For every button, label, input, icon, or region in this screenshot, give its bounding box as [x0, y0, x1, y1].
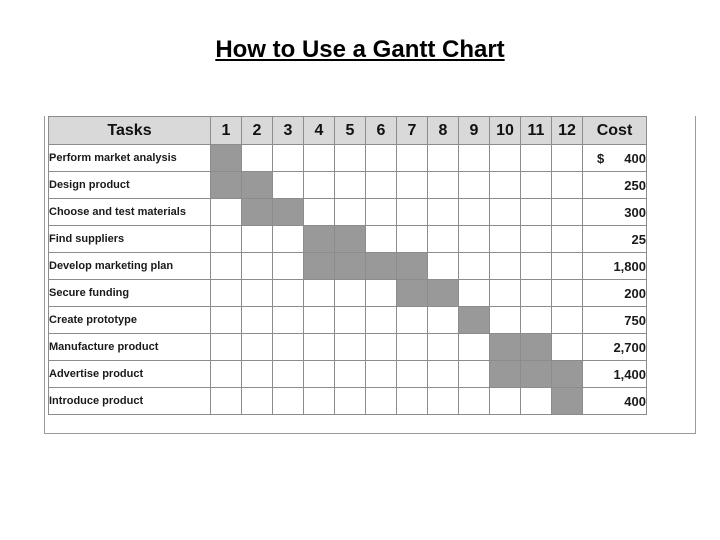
gantt-empty-cell — [273, 334, 304, 361]
tasks-header: Tasks — [49, 117, 211, 145]
gantt-empty-cell — [242, 388, 273, 415]
gantt-empty-cell — [304, 334, 335, 361]
gantt-empty-cell — [521, 388, 552, 415]
gantt-empty-cell — [304, 145, 335, 172]
period-header: 6 — [366, 117, 397, 145]
gantt-empty-cell — [242, 226, 273, 253]
task-row — [49, 361, 647, 388]
gantt-empty-cell — [211, 361, 242, 388]
gantt-empty-cell — [273, 172, 304, 199]
cost-value — [583, 307, 647, 334]
task-label: Create prototype — [49, 307, 211, 334]
gantt-empty-cell — [366, 388, 397, 415]
gantt-empty-cell — [397, 145, 428, 172]
period-header: 8 — [428, 117, 459, 145]
gantt-empty-cell — [428, 307, 459, 334]
gantt-empty-cell — [273, 226, 304, 253]
cost-value — [583, 388, 647, 415]
cost-amount: 1,800 — [613, 258, 646, 274]
gantt-empty-cell — [552, 334, 583, 361]
gantt-empty-cell — [397, 334, 428, 361]
gantt-empty-cell — [397, 226, 428, 253]
cost-value — [583, 280, 647, 307]
task-row — [49, 334, 647, 361]
gantt-empty-cell — [428, 334, 459, 361]
gantt-empty-cell — [211, 253, 242, 280]
gantt-empty-cell — [552, 172, 583, 199]
cost-value — [583, 199, 647, 226]
gantt-bar-cell — [552, 388, 583, 415]
gantt-empty-cell — [366, 307, 397, 334]
task-row — [49, 172, 647, 199]
gantt-empty-cell — [521, 280, 552, 307]
gantt-empty-cell — [459, 361, 490, 388]
task-label: Perform market analysis — [49, 145, 211, 172]
period-header: 2 — [242, 117, 273, 145]
gantt-empty-cell — [397, 199, 428, 226]
cost-value — [583, 172, 647, 199]
gantt-bar-cell — [521, 361, 552, 388]
task-row — [49, 388, 647, 415]
gantt-empty-cell — [366, 280, 397, 307]
gantt-empty-cell — [366, 172, 397, 199]
gantt-empty-cell — [304, 361, 335, 388]
gantt-bar-cell — [304, 253, 335, 280]
gantt-empty-cell — [521, 253, 552, 280]
gantt-empty-cell — [459, 253, 490, 280]
task-label: Design product — [49, 172, 211, 199]
gantt-empty-cell — [366, 226, 397, 253]
gantt-empty-cell — [335, 361, 366, 388]
gantt-empty-cell — [428, 253, 459, 280]
period-header: 12 — [552, 117, 583, 145]
gantt-bar-cell — [397, 280, 428, 307]
period-header: 4 — [304, 117, 335, 145]
gantt-empty-cell — [521, 172, 552, 199]
gantt-bar-cell — [490, 361, 521, 388]
task-label: Manufacture product — [49, 334, 211, 361]
task-label: Advertise product — [49, 361, 211, 388]
period-header: 5 — [335, 117, 366, 145]
gantt-table — [48, 116, 647, 415]
gantt-bar-cell — [304, 226, 335, 253]
cost-value — [583, 253, 647, 280]
gantt-empty-cell — [397, 307, 428, 334]
gantt-empty-cell — [211, 334, 242, 361]
gantt-empty-cell — [459, 334, 490, 361]
gantt-body — [49, 145, 647, 415]
gantt-empty-cell — [273, 307, 304, 334]
gantt-empty-cell — [459, 172, 490, 199]
gantt-empty-cell — [552, 226, 583, 253]
gantt-empty-cell — [304, 199, 335, 226]
gantt-bar-cell — [211, 172, 242, 199]
gantt-empty-cell — [273, 280, 304, 307]
gantt-bar-cell — [521, 334, 552, 361]
gantt-empty-cell — [335, 280, 366, 307]
cost-header: Cost — [583, 117, 647, 145]
gantt-empty-cell — [242, 145, 273, 172]
gantt-empty-cell — [459, 199, 490, 226]
cost-amount: 300 — [624, 204, 646, 220]
task-row — [49, 199, 647, 226]
gantt-empty-cell — [335, 199, 366, 226]
gantt-empty-cell — [459, 145, 490, 172]
gantt-empty-cell — [366, 145, 397, 172]
gantt-empty-cell — [490, 280, 521, 307]
gantt-bar-cell — [428, 280, 459, 307]
period-header: 1 — [211, 117, 242, 145]
gantt-empty-cell — [428, 226, 459, 253]
period-header: 7 — [397, 117, 428, 145]
gantt-bar-cell — [335, 226, 366, 253]
cost-amount: 25 — [631, 231, 646, 247]
task-label: Develop marketing plan — [49, 253, 211, 280]
cost-amount: 400 — [624, 150, 646, 166]
gantt-empty-cell — [273, 145, 304, 172]
gantt-empty-cell — [490, 253, 521, 280]
gantt-empty-cell — [211, 307, 242, 334]
gantt-empty-cell — [428, 172, 459, 199]
gantt-bar-cell — [366, 253, 397, 280]
gantt-empty-cell — [335, 145, 366, 172]
gantt-bar-cell — [211, 145, 242, 172]
gantt-empty-cell — [273, 361, 304, 388]
task-row — [49, 280, 647, 307]
slide-title: How to Use a Gantt Chart — [215, 36, 505, 63]
header-row — [49, 117, 647, 145]
gantt-empty-cell — [273, 253, 304, 280]
task-label: Choose and test materials — [49, 199, 211, 226]
gantt-empty-cell — [490, 388, 521, 415]
gantt-bar-cell — [335, 253, 366, 280]
gantt-empty-cell — [490, 307, 521, 334]
gantt-empty-cell — [242, 334, 273, 361]
cost-amount: 250 — [624, 177, 646, 193]
gantt-empty-cell — [490, 226, 521, 253]
gantt-empty-cell — [490, 172, 521, 199]
gantt-bar-cell — [490, 334, 521, 361]
cost-amount: 2,700 — [613, 339, 646, 355]
gantt-empty-cell — [242, 253, 273, 280]
gantt-empty-cell — [521, 307, 552, 334]
gantt-empty-cell — [366, 199, 397, 226]
gantt-empty-cell — [428, 388, 459, 415]
gantt-empty-cell — [397, 361, 428, 388]
period-header: 11 — [521, 117, 552, 145]
gantt-empty-cell — [366, 361, 397, 388]
gantt-empty-cell — [304, 388, 335, 415]
gantt-empty-cell — [428, 361, 459, 388]
gantt-empty-cell — [459, 280, 490, 307]
period-header: 9 — [459, 117, 490, 145]
cost-value — [583, 361, 647, 388]
gantt-empty-cell — [304, 307, 335, 334]
gantt-bar-cell — [552, 361, 583, 388]
gantt-empty-cell — [211, 280, 242, 307]
gantt-empty-cell — [397, 172, 428, 199]
cost-value — [583, 145, 647, 172]
gantt-bar-cell — [459, 307, 490, 334]
gantt-empty-cell — [459, 226, 490, 253]
gantt-empty-cell — [335, 388, 366, 415]
gantt-empty-cell — [242, 280, 273, 307]
gantt-empty-cell — [335, 172, 366, 199]
gantt-empty-cell — [552, 307, 583, 334]
gantt-bar-cell — [242, 199, 273, 226]
cost-amount: 200 — [624, 285, 646, 301]
cost-value — [583, 334, 647, 361]
gantt-empty-cell — [552, 199, 583, 226]
gantt-empty-cell — [459, 388, 490, 415]
cost-amount: 1,400 — [613, 366, 646, 382]
gantt-empty-cell — [242, 307, 273, 334]
gantt-empty-cell — [304, 172, 335, 199]
gantt-empty-cell — [521, 145, 552, 172]
gantt-empty-cell — [490, 199, 521, 226]
gantt-empty-cell — [366, 334, 397, 361]
cost-amount: 400 — [624, 393, 646, 409]
gantt-empty-cell — [335, 334, 366, 361]
gantt-empty-cell — [521, 226, 552, 253]
gantt-empty-cell — [428, 145, 459, 172]
task-row — [49, 226, 647, 253]
gantt-empty-cell — [211, 226, 242, 253]
gantt-empty-cell — [552, 253, 583, 280]
period-header: 3 — [273, 117, 304, 145]
period-header: 10 — [490, 117, 521, 145]
task-row — [49, 145, 647, 172]
gantt-empty-cell — [304, 280, 335, 307]
task-label: Introduce product — [49, 388, 211, 415]
task-row — [49, 307, 647, 334]
gantt-empty-cell — [490, 145, 521, 172]
gantt-empty-cell — [211, 199, 242, 226]
cost-amount: 750 — [624, 312, 646, 328]
gantt-empty-cell — [273, 388, 304, 415]
gantt-empty-cell — [521, 199, 552, 226]
gantt-bar-cell — [273, 199, 304, 226]
gantt-bar-cell — [242, 172, 273, 199]
gantt-empty-cell — [428, 199, 459, 226]
task-label: Secure funding — [49, 280, 211, 307]
cost-value — [583, 226, 647, 253]
currency-symbol: $ — [597, 150, 605, 166]
gantt-empty-cell — [211, 388, 242, 415]
task-row — [49, 253, 647, 280]
gantt-empty-cell — [242, 361, 273, 388]
task-label: Find suppliers — [49, 226, 211, 253]
gantt-empty-cell — [335, 307, 366, 334]
gantt-bar-cell — [397, 253, 428, 280]
gantt-empty-cell — [552, 280, 583, 307]
gantt-empty-cell — [397, 388, 428, 415]
gantt-empty-cell — [552, 145, 583, 172]
